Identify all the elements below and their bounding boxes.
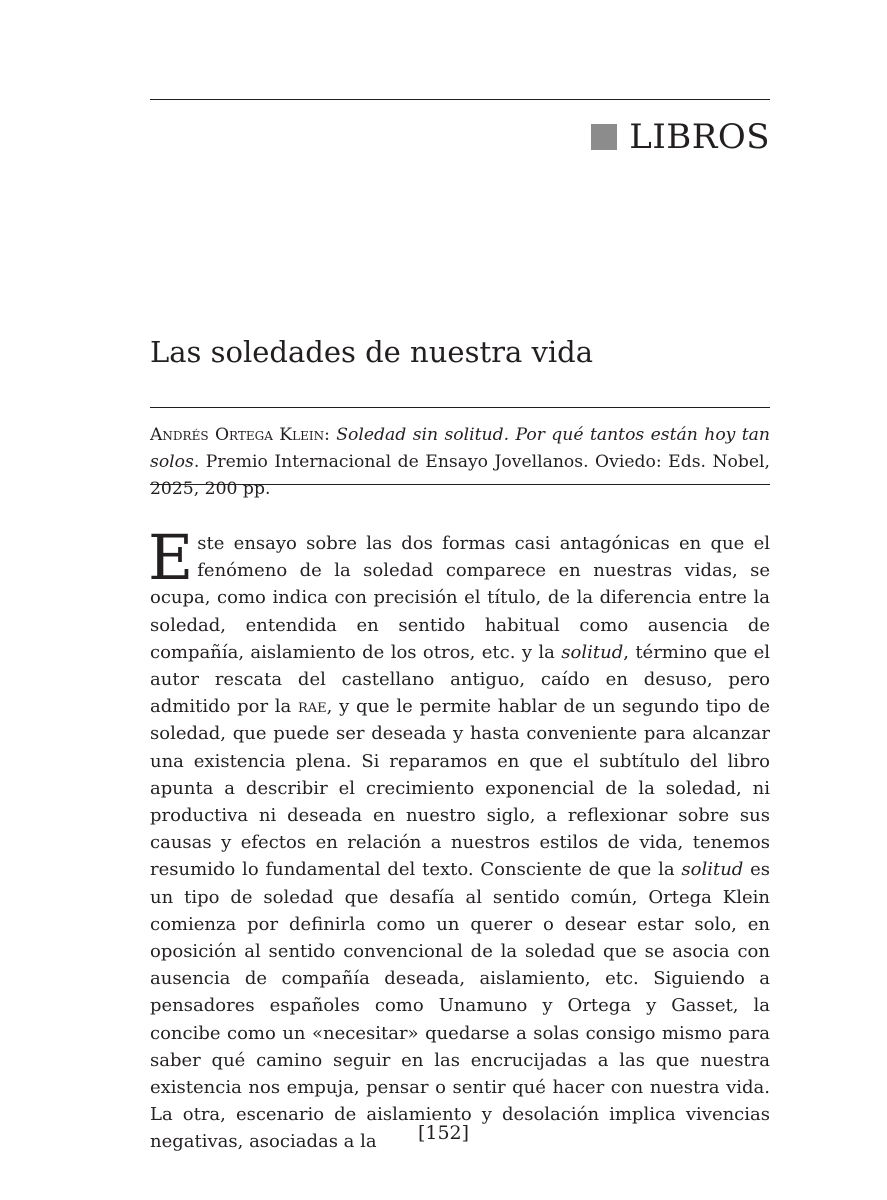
section-header: [591, 117, 770, 157]
section-square-icon: [591, 124, 617, 150]
citation-book-title: Soledad sin solitud. Por qué tantos están hoy tan solos: [150, 425, 770, 472]
citation-top-rule: [150, 407, 770, 408]
book-citation: [150, 422, 770, 503]
body-text-italic: solitud: [561, 641, 624, 663]
body-text-part: ste ensayo sobre las dos formas casi antagónicas en que el fenómeno de la soledad comparece en nuestras vidas, se ocupa, como indica con precisión el título, de la diferencia entre la soledad, entendida en sentido habitual como ausencia de compañía, aislamiento de los otros, etc. y la: [150, 533, 770, 663]
body-text-part: es un tipo de soledad que desafía al sentido común, Ortega Klein comienza por definirla como un querer o desear estar solo, en oposición al sentido convencional de la soledad que se asocia con ausencia de compañía deseada, aislamiento, etc. Siguiendo a pensadores españoles como Unamuno y Ortega y Gasset, la concibe como un «necesitar» quedarse a solas consigo mismo para saber qué camino seguir en las encrucijadas a las que nuestra existencia nos empuja, pensar o sentir qué hacer con nuestra vida. La otra, escenario de aislamiento y desolación implica vivencias negativas, asociadas a la: [150, 859, 770, 1153]
body-text-italic: solitud: [681, 859, 744, 881]
citation-separator: :: [324, 425, 337, 445]
article-title: Las soledades de nuestra vida: [150, 335, 593, 369]
drop-cap: E: [148, 521, 194, 594]
top-rule: [150, 99, 770, 100]
body-text-part: , y que le permite hablar de un segundo tipo de soledad, que puede ser deseada y hasta conveniente para alcanzar una existencia plena. Si reparamos en que el subtítulo del libro apunta a describir el crecimiento exponencial de la soledad, ni productiva ni deseada en nuestro siglo, a reflexionar sobre sus causas y efectos en relación a nuestros estilos de vida, tenemos resumido lo fundamental del texto. Consciente de que la: [150, 696, 770, 881]
body-text-part: , término que el autor rescata del castellano antiguo, caído en desuso, pero admitido por la: [150, 641, 771, 718]
citation-details: . Premio Internacional de Ensayo Jovellanos. Oviedo: Eds. Nobel, 2025, 200 pp.: [150, 452, 770, 499]
body-text: [148, 521, 771, 1156]
citation-bottom-rule: [150, 484, 770, 485]
section-label: LIBROS: [629, 117, 770, 157]
citation-author: Andrés Ortega Klein: [150, 425, 325, 445]
body-text-abbreviation: rae: [297, 696, 327, 718]
page-number: [152]: [417, 1122, 470, 1144]
